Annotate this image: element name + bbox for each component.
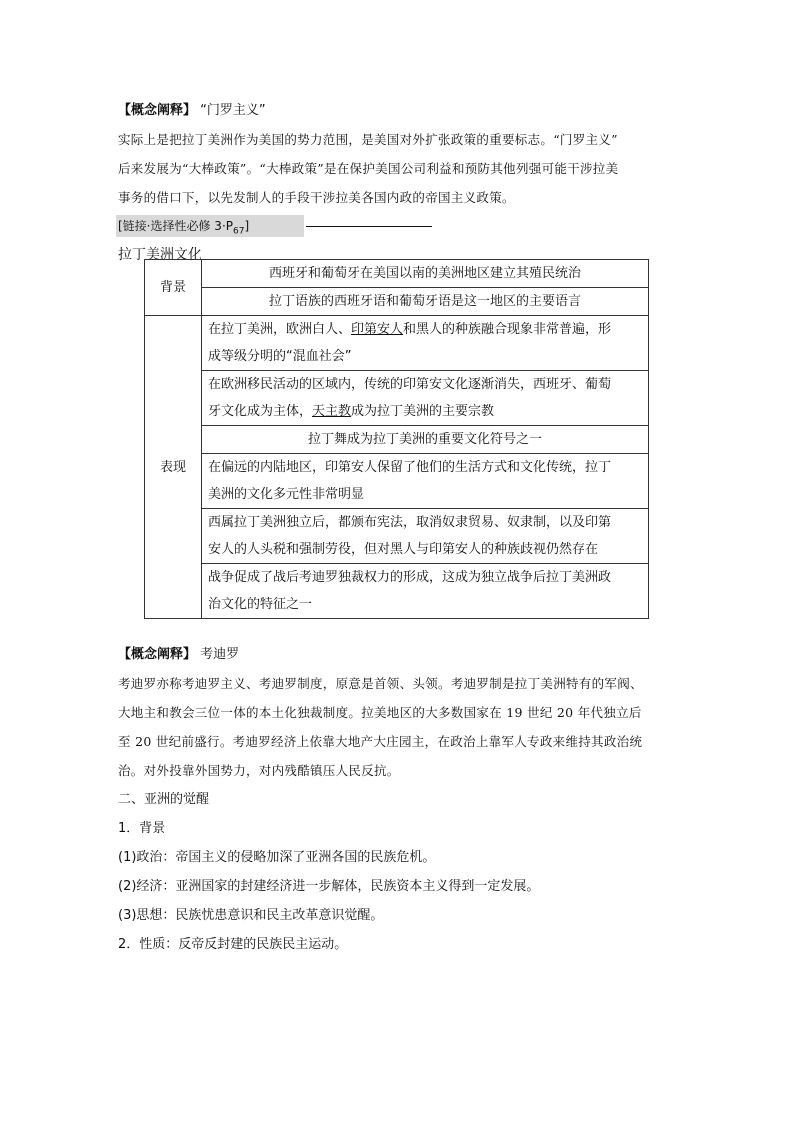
table-cell: 战争促成了战后考迪罗独裁权力的形成，这成为独立战争后拉丁美洲政 治文化的特征之一 [202, 564, 649, 619]
concept-heading-monroe [118, 96, 678, 125]
list-item: (3)思想：民族忧患意识和民主改革意识觉醒。 [118, 908, 384, 923]
table-cell: 拉丁语族的西班牙语和葡萄牙语是这一地区的主要语言 [202, 288, 649, 316]
table-cell: 西班牙和葡萄牙在美国以南的美洲地区建立其殖民统治 [202, 260, 649, 288]
concept-title: 考迪罗 [200, 647, 240, 662]
table-cell: 拉丁舞成为拉丁美洲的重要文化符号之一 [202, 426, 649, 454]
concept-line: 至 20 世纪前盛行。考迪罗经济上依靠大地产大庄园主，在政治上靠军人专政来维持其政治统 [118, 734, 643, 749]
table-cell: 在欧洲移民活动的区域内，传统的印第安文化逐渐消失，西班牙、葡萄 牙文化成为主体，天主教成为拉丁美洲的主要宗教 [202, 371, 649, 426]
table-cell: 西属拉丁美洲独立后，都颁布宪法，取消奴隶贸易、奴隶制，以及印第 安人的人头税和强制劳役，但对黑人与印第安人的种族歧视仍然存在 [202, 509, 649, 564]
concept-title: “门罗主义” [200, 103, 266, 118]
concept-line: 考迪罗亦称考迪罗主义、考迪罗制度，原意是首领、头领。考迪罗制是拉丁美洲特有的军阀、 [118, 676, 643, 691]
table-row [145, 509, 649, 564]
link-rule [306, 226, 432, 227]
table-row [145, 426, 649, 454]
list-item: 1．背景 [118, 821, 166, 836]
list-item: (2)经济：亚洲国家的封建经济进一步解体，民族资本主义得到一定发展。 [118, 879, 540, 894]
list-item: (1)政治：帝国主义的侵略加深了亚洲各国的民族危机。 [118, 850, 436, 865]
table-cell: 在拉丁美洲，欧洲白人、印第安人和黑人的种族融合现象非常普遍，形 成等级分明的“混血社会” [202, 316, 649, 371]
concept-line: 后来发展为“大棒政策”。“大棒政策”是在保护美国公司利益和预防其他列强可能干涉拉美 [118, 161, 619, 176]
link-label: [链接·选择性必修 $3\cdot P_{67}$] [116, 215, 304, 237]
upper-content [118, 96, 678, 268]
table-row [145, 260, 649, 288]
concept-heading-caudillo [118, 640, 678, 669]
concept-line: 事务的借口下，以先发制人的手段干涉拉美各国内政的帝国主义政策。 [118, 190, 515, 205]
concept-line: 大地主和教会三位一体的本土化独裁制度。拉美地区的大多数国家在 19 世纪 20 年代独立后 [118, 705, 642, 720]
row-label-background: 背景 [145, 260, 202, 316]
latin-america-culture-table [144, 259, 649, 619]
table-row [145, 288, 649, 316]
concept-line: 治。对外投靠外国势力，对内残酷镇压人民反抗。 [118, 763, 400, 778]
table-row [145, 454, 649, 509]
underlined-term: 印第安人 [351, 322, 404, 337]
table-row [145, 371, 649, 426]
textbook-link [118, 215, 678, 239]
section-heading: 二、亚洲的觉醒 [118, 792, 210, 807]
row-label-performance: 表现 [145, 316, 202, 619]
concept-line: 实际上是把拉丁美洲作为美国的势力范围，是美国对外扩张政策的重要标志。“门罗主义” [118, 132, 618, 147]
table-row [145, 316, 649, 371]
section-title: 拉丁美洲文化 [118, 247, 202, 263]
lower-content [118, 640, 678, 959]
table-cell: 在偏远的内陆地区，印第安人保留了他们的生活方式和文化传统，拉丁 美洲的文化多元性非常明显 [202, 454, 649, 509]
table-row [145, 564, 649, 619]
concept-tag: 【概念阐释】 [118, 647, 197, 662]
concept-tag: 【概念阐释】 [118, 103, 197, 118]
underlined-term: 天主教 [312, 404, 352, 419]
list-item: 2．性质：反帝反封建的民族民主运动。 [118, 937, 348, 952]
